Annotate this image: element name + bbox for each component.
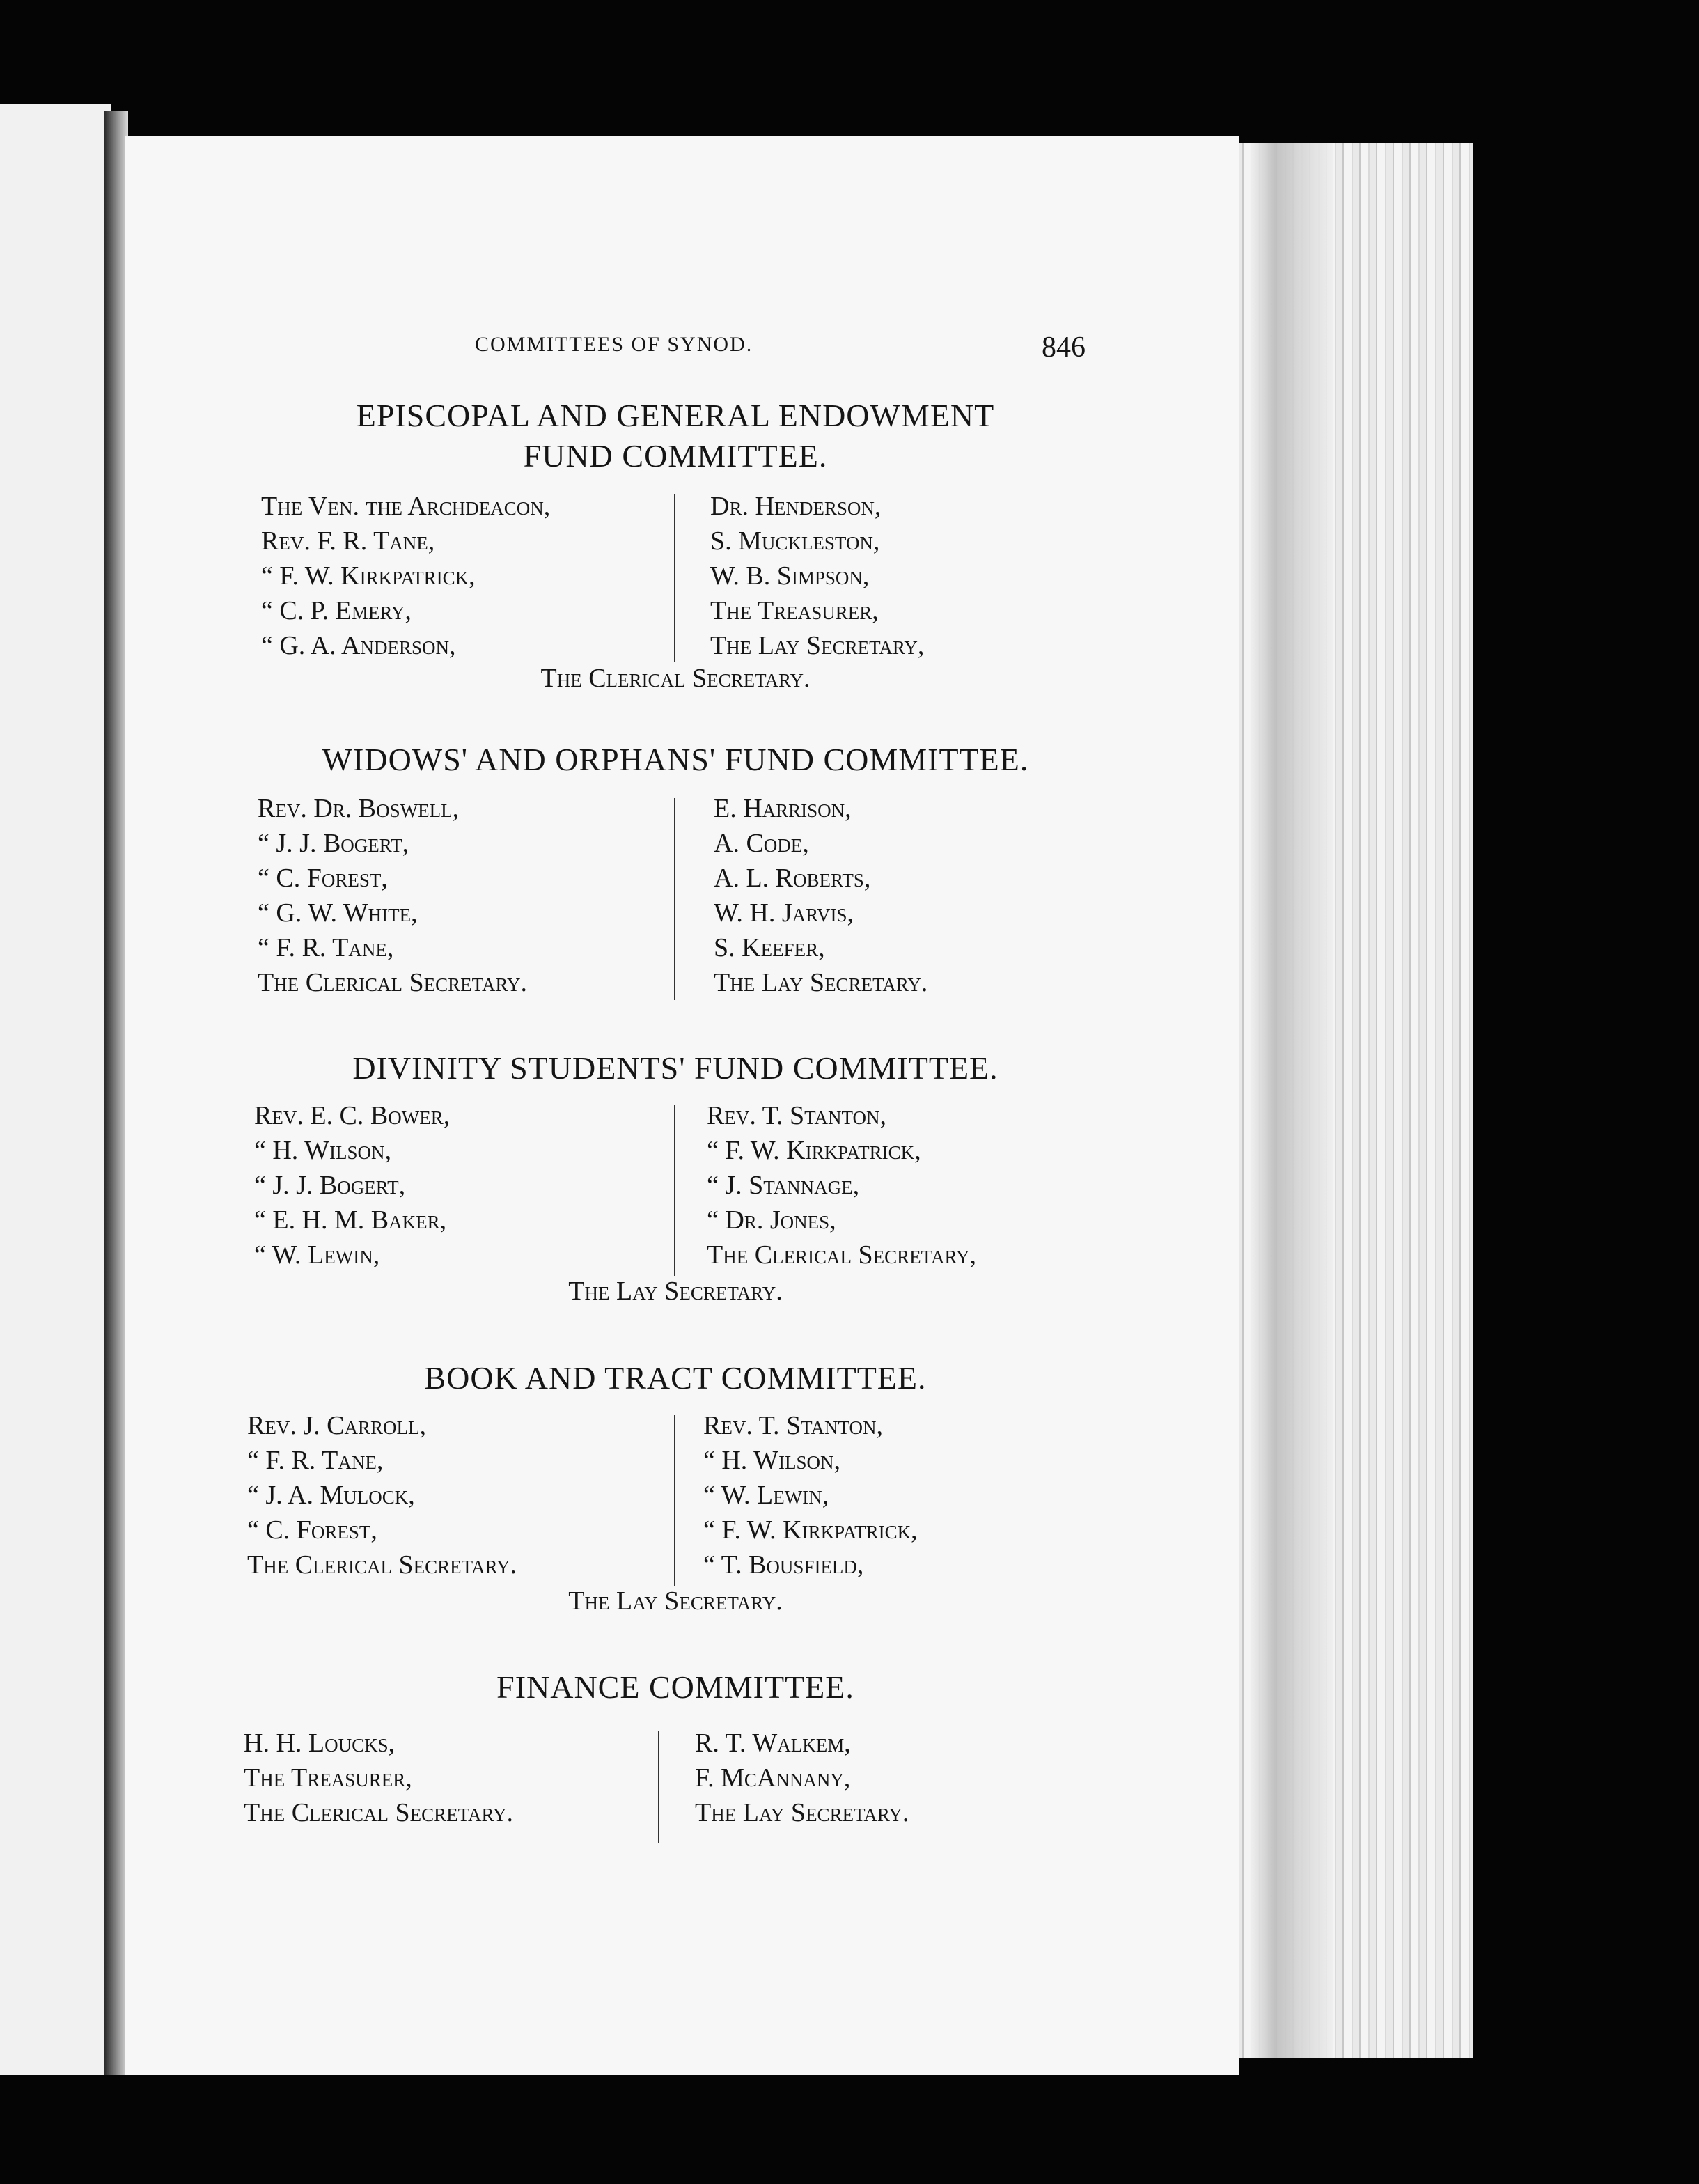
committee-title (237, 1048, 1114, 1089)
right-column (703, 1408, 918, 1582)
member-columns (237, 1726, 1114, 1844)
member-columns (237, 1098, 1114, 1314)
member: H. H. Loucks, (244, 1729, 396, 1758)
title-line: FINANCE COMMITTEE. (496, 1669, 854, 1705)
member: “ W. Lewin, (703, 1481, 829, 1510)
member: The Lay Secretary. (714, 968, 928, 997)
member: The Ven. the Archdeacon, (261, 492, 551, 521)
committee-title (237, 1667, 1114, 1708)
member: “ Dr. Jones, (707, 1206, 836, 1235)
committee-widows-orphans (237, 740, 1114, 1000)
member: “ W. Lewin, (254, 1240, 380, 1270)
left-column (247, 1408, 517, 1582)
committee-divinity-students (237, 1048, 1114, 1314)
member: S. Keefer, (714, 933, 825, 962)
committee-title (237, 396, 1114, 476)
member: The Clerical Secretary. (258, 968, 528, 997)
member-columns (237, 791, 1114, 1000)
page-edges (1236, 143, 1473, 2058)
column-divider (674, 494, 675, 662)
member: Rev. J. Carroll, (247, 1411, 426, 1440)
committee-footer: The Lay Secretary. (568, 1586, 783, 1616)
member: “ C. Forest, (258, 864, 388, 893)
member: The Treasurer, (244, 1763, 412, 1793)
right-column (695, 1726, 909, 1830)
right-column (714, 791, 927, 1000)
member: Rev. T. Stanton, (703, 1411, 884, 1440)
right-column (707, 1098, 976, 1272)
member: The Lay Secretary. (695, 1798, 909, 1827)
member: The Lay Secretary, (710, 631, 925, 660)
member: R. T. Walkem, (695, 1729, 851, 1758)
member: W. B. Simpson, (710, 561, 870, 591)
committee-footer: The Lay Secretary. (568, 1277, 783, 1306)
facing-page-edge (0, 104, 111, 2075)
column-divider (674, 798, 675, 1000)
title-line: FUND COMMITTEE. (523, 438, 828, 474)
member: Rev. Dr. Boswell, (258, 794, 460, 823)
title-line: BOOK AND TRACT COMMITTEE. (424, 1360, 927, 1396)
committee-title (237, 1358, 1114, 1398)
member: Rev. E. C. Bower, (254, 1101, 451, 1130)
column-divider (674, 1415, 675, 1586)
member: Rev. F. R. Tane, (261, 526, 435, 556)
title-line: WIDOWS' AND ORPHANS' FUND COMMITTEE. (322, 742, 1029, 777)
member: “ C. P. Emery, (261, 596, 412, 625)
member: F. McAnnany, (695, 1763, 851, 1793)
member-columns (237, 1408, 1114, 1624)
member: “ F. R. Tane, (258, 933, 394, 962)
column-divider (674, 1105, 675, 1276)
member: The Clerical Secretary, (707, 1240, 977, 1270)
member: “ H. Wilson, (254, 1136, 391, 1165)
left-column (261, 489, 550, 663)
member: “ H. Wilson, (703, 1446, 840, 1475)
member: “ F. R. Tane, (247, 1446, 384, 1475)
member: “ F. W. Kirkpatrick, (261, 561, 476, 591)
left-column (254, 1098, 450, 1272)
member: “ J. J. Bogert, (258, 829, 409, 858)
member: A. Code, (714, 829, 809, 858)
left-column (244, 1726, 513, 1830)
member: E. Harrison, (714, 794, 852, 823)
member: “ F. W. Kirkpatrick, (703, 1515, 918, 1545)
committee-book-tract (237, 1358, 1114, 1624)
member: The Clerical Secretary. (244, 1798, 514, 1827)
committee-title (237, 740, 1114, 780)
member: The Clerical Secretary. (247, 1550, 517, 1580)
member: “ J. A. Mulock, (247, 1481, 415, 1510)
running-head: COMMITTEES OF SYNOD. (475, 333, 753, 356)
member: “ J. Stannage, (707, 1171, 860, 1200)
column-divider (658, 1731, 659, 1843)
right-column (710, 489, 924, 663)
member: “ J. J. Bogert, (254, 1171, 406, 1200)
member: “ C. Forest, (247, 1515, 377, 1545)
title-line: EPISCOPAL AND GENERAL ENDOWMENT (356, 398, 995, 433)
member: A. L. Roberts, (714, 864, 871, 893)
committee-episcopal-endowment (237, 396, 1114, 698)
committee-finance (237, 1667, 1114, 1844)
member-columns (237, 489, 1114, 698)
member: Dr. Henderson, (710, 492, 882, 521)
book-gutter (104, 111, 128, 2075)
member: “ T. Bousfield, (703, 1550, 864, 1580)
member: The Treasurer, (710, 596, 879, 625)
page-number: 846 (1042, 332, 1086, 364)
member: W. H. Jarvis, (714, 898, 854, 928)
title-line: DIVINITY STUDENTS' FUND COMMITTEE. (352, 1050, 999, 1086)
left-column (258, 791, 527, 1000)
member: Rev. T. Stanton, (707, 1101, 887, 1130)
member: “ F. W. Kirkpatrick, (707, 1136, 921, 1165)
member: “ G. W. White, (258, 898, 418, 928)
member: “ E. H. M. Baker, (254, 1206, 447, 1235)
member: S. Muckleston, (710, 526, 880, 556)
member: “ G. A. Anderson, (261, 631, 456, 660)
committee-footer: The Clerical Secretary. (540, 664, 811, 693)
